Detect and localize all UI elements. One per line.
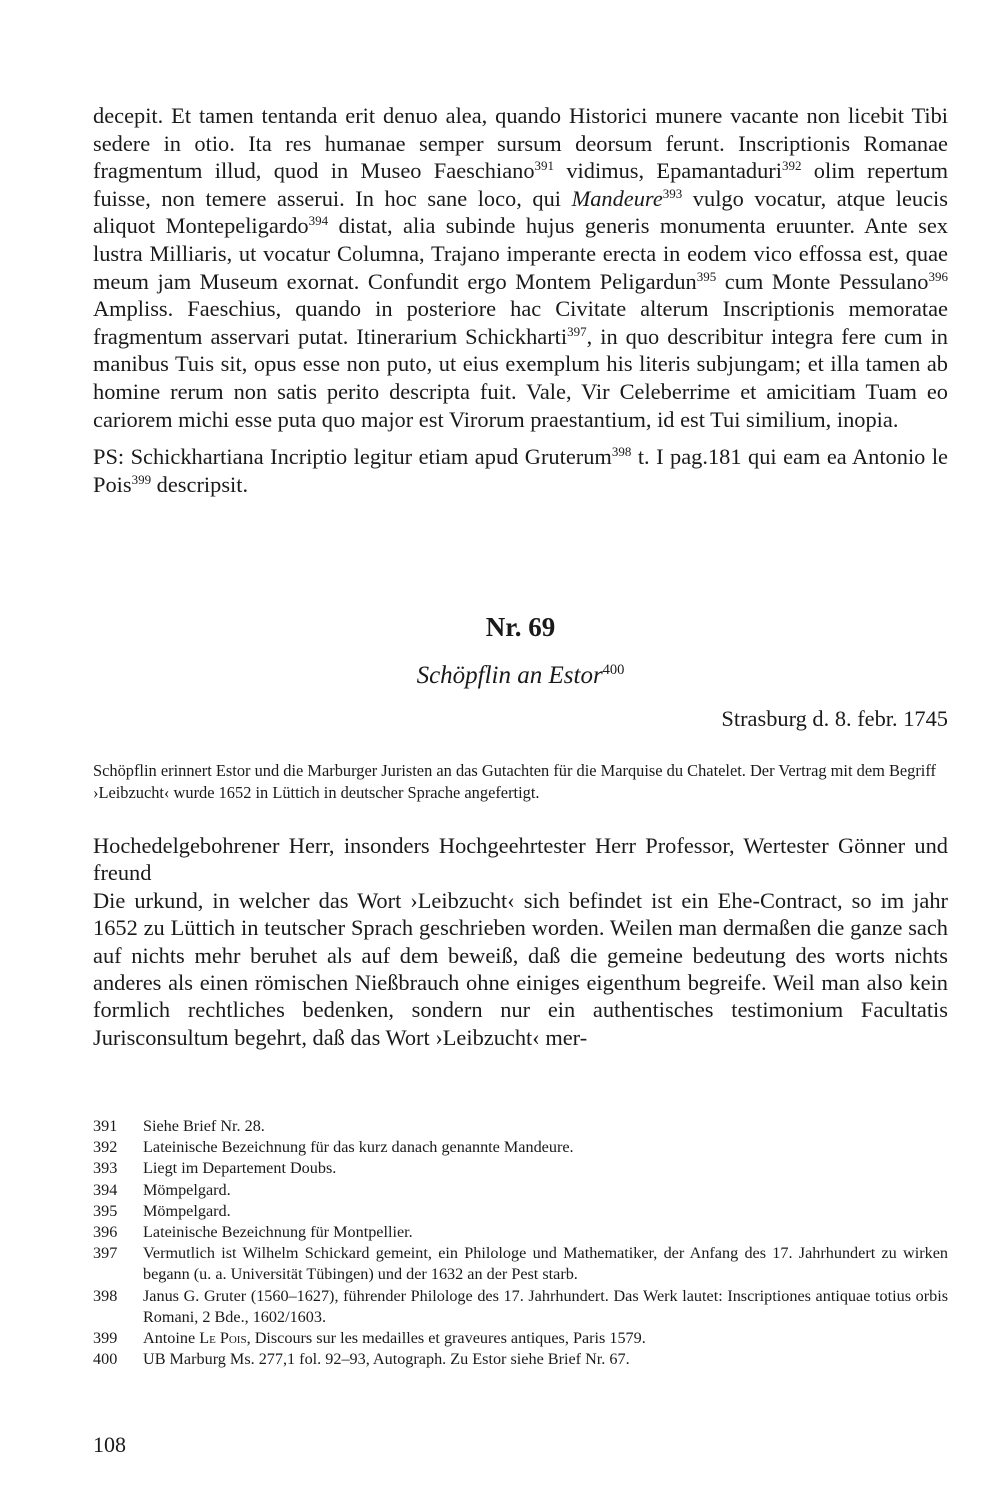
letter-number: Nr. 69 bbox=[485, 612, 556, 642]
footnote-ref[interactable]: 399 bbox=[131, 471, 152, 487]
letter-body bbox=[93, 832, 948, 1051]
footnote-number: 394 bbox=[93, 1180, 118, 1199]
footnote-text: Liegt im Departement Doubs. bbox=[143, 1159, 337, 1178]
footnote-text: Janus G. Gruter (1560–1627), führender Philologe des 17. Jahrhundert. Das Werk lautet: Inscriptiones antiquae totius orbis Romani, 2 Bde., 1602/1603. bbox=[143, 1286, 948, 1326]
footnote-item bbox=[93, 1201, 948, 1222]
footnote-item bbox=[93, 1158, 948, 1179]
footnote-number: 393 bbox=[93, 1159, 118, 1178]
footnote-ref[interactable]: 395 bbox=[696, 268, 717, 284]
footnote-ref[interactable]: 392 bbox=[782, 158, 802, 174]
footnotes-list bbox=[93, 1116, 948, 1370]
postscript-paragraph: PS: Schickhartiana Incriptio legitur etiam apud Gruterum$^{398}$ t. I pag.181 qui eam ea Antonio le Pois$^{399}$ descripsit. bbox=[93, 444, 948, 497]
footnote-number: 397 bbox=[93, 1244, 118, 1263]
footnote-text: Siehe Brief Nr. 28. bbox=[143, 1117, 265, 1135]
footnote-number: 396 bbox=[93, 1223, 118, 1242]
footnote-item bbox=[93, 1180, 948, 1201]
footnote-text: Vermutlich ist Wilhelm Schickard gemeint, ein Philologe und Mathematiker, der Anfang des 17. Jahrhundert zu wirken begann (u. a. Universität Tübingen) und der 1632 an der Pest starb. bbox=[143, 1244, 948, 1284]
footnote-number: 392 bbox=[93, 1138, 118, 1157]
footnote-text: Lateinische Bezeichnung für Montpellier. bbox=[143, 1223, 413, 1242]
footnote-ref[interactable]: 400 bbox=[602, 662, 625, 679]
italic-place-name: Mandeure bbox=[571, 185, 663, 211]
footnote-ref[interactable]: 398 bbox=[611, 444, 632, 460]
footnote-number: 398 bbox=[93, 1286, 118, 1305]
footnote-item bbox=[93, 1286, 948, 1328]
footnote-number: 399 bbox=[93, 1329, 118, 1348]
letter-summary: Schöpflin erinnert Estor und die Marburger Juristen an das Gutachten für die Marquise du Chatelet. Der Vertrag mit dem Begriff ›Leibzucht‹ wurde 1652 in Lüttich in deutscher Sprache angefertigt. bbox=[93, 761, 936, 802]
footnote-ref[interactable]: 394 bbox=[308, 213, 329, 229]
footnote-item bbox=[93, 1328, 948, 1349]
footnote-number: 391 bbox=[93, 1117, 118, 1135]
footnote-number: 400 bbox=[93, 1350, 118, 1369]
letter-text: Die urkund, in welcher das Wort ›Leibzucht‹ sich befindet ist ein Ehe-Contract, so im jahr 1652 zu Lüttich in teutscher Sprach geschrieben worden. Weilen man dermaßen die ganze sach auf nichts mehr beruhet als auf dem beweiß, daß die gemeine bedeutung des worts nichts anderes als einen römischen Nießbrauch ohne einiges eigenthum begreife. Weil man also kein formlich rechtliches bedenken, sondern nur ein authentisches testimonium Facultatis Jurisconsultum begehrt, daß das Wort ›Leibzucht‹ mer- bbox=[93, 887, 948, 1050]
footnote-ref[interactable]: 397 bbox=[567, 323, 587, 339]
footnote-item bbox=[93, 1349, 948, 1370]
author-surname: Le Pois bbox=[199, 1329, 247, 1348]
footnote-item bbox=[93, 1243, 948, 1285]
footnote-item bbox=[93, 1116, 948, 1137]
footnote-number: 395 bbox=[93, 1201, 118, 1220]
footnote-item bbox=[93, 1137, 948, 1158]
footnote-text: Mömpelgard. bbox=[143, 1201, 231, 1220]
letter-title: Schöpflin an Estor$^{400}$ bbox=[416, 662, 625, 689]
letter-salutation: Hochedelgebohrener Herr, insonders Hochgeehrtester Herr Professor, Wertester Gönner und freund bbox=[93, 833, 948, 886]
footnote-ref[interactable]: 391 bbox=[534, 158, 555, 174]
footnote-text: Mömpelgard. bbox=[143, 1180, 231, 1199]
footnote-text: Antoine Le Pois, Discours sur les medailles et graveures antiques, Paris 1579. bbox=[143, 1329, 646, 1348]
footnote-text: UB Marburg Ms. 277,1 fol. 92–93, Autograph. Zu Estor siehe Brief Nr. 67. bbox=[143, 1350, 630, 1369]
latin-paragraph: decepit. Et tamen tentanda erit denuo alea, quando Historici munere vacante non licebit Tibi sedere in otio. Ita res humanae semper sursum deorsum ferunt. Inscriptionis Romanae fragmentum illud, quod in Museo Faeschiano$^{391}$ vidimus, Epamantaduri$^{392}$ olim repertum fuisse, non temere asserui. In hoc sane loco, qui Mandeure$^{393}$ vulgo vocatur, atque leucis aliquot Montepeligardo$^{394}$ distat, alia subinde hujus generis monumenta eruunter. Ante sex lustra Milliaris, ut vocatur Columna, Trajano imperante erecta in eodem vico effossa est, quae meum jam Museum exornat. Confundit ergo Montem Peligardun$^{395}$ cum Monte Pessulano$^{396}$ Ampliss. Faeschius, quando in posteriore hac Civitate alterum Inscriptionis memoratae fragmentum asservari putat. Itinerarium Schickharti$^{397}$, in quo describitur integra fere cum in manibus Tuis sit, opus esse non puto, ut eius exemplum his literis subjungam; et illa tamen ab homine rerum non satis perito descripta fuit. Vale, Vir Celeberrime et amicitiam Tuam eo cariorem michi esse puta quo major est Virorum praestantium, id est Tui similium, inopia. bbox=[93, 103, 948, 432]
footnote-ref[interactable]: 393 bbox=[662, 185, 683, 201]
main-text-block bbox=[93, 102, 948, 498]
footnote-item bbox=[93, 1222, 948, 1243]
footnote-ref[interactable]: 396 bbox=[928, 268, 948, 284]
page-number: 108 bbox=[93, 1432, 126, 1457]
footnote-text: Lateinische Bezeichnung für das kurz danach genannte Mandeure. bbox=[143, 1138, 574, 1157]
letter-dateline: Strasburg d. 8. febr. 1745 bbox=[721, 706, 948, 731]
